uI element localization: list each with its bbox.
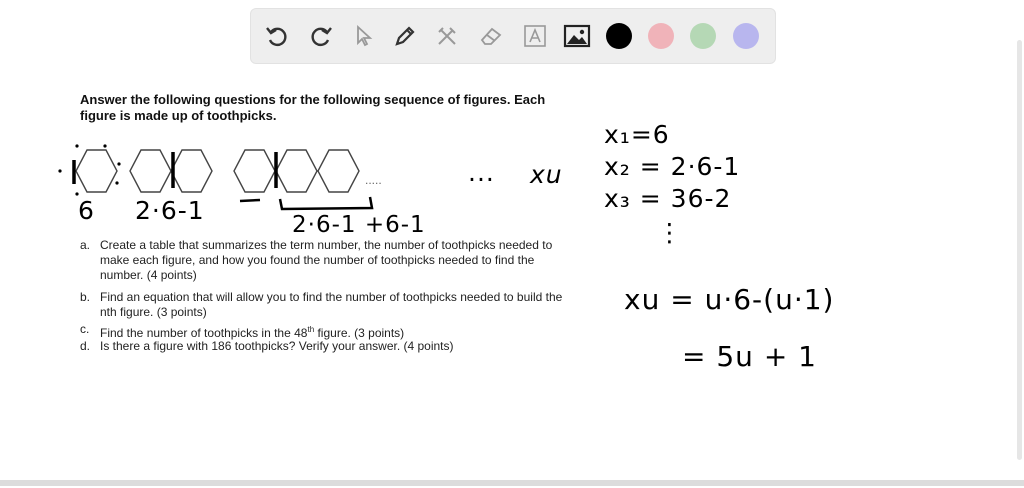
svg-text:.....: ..... xyxy=(365,173,382,187)
image-icon[interactable] xyxy=(559,18,595,54)
horizontal-scrollbar[interactable] xyxy=(0,480,1024,486)
text-icon[interactable] xyxy=(517,18,553,54)
ordinal-suffix: th xyxy=(307,325,315,334)
question-text: Find an equation that will allow you to find the number of toothpicks needed to build the nth figure. (3 points) xyxy=(100,290,563,319)
color-purple-swatch[interactable] xyxy=(733,23,759,49)
color-pink-swatch[interactable] xyxy=(648,23,674,49)
color-black-swatch[interactable] xyxy=(606,23,632,49)
fig3-count: 2·6-1 +6-1 xyxy=(292,212,426,238)
question-label: d. xyxy=(80,339,91,353)
problem-prompt: Answer the following questions for the following sequence of figures. Each figure is made up of toothpicks. xyxy=(80,92,546,123)
x3-line: x₃ = 36-2 xyxy=(604,184,732,213)
fig1-count: 6 xyxy=(78,196,95,225)
pen-icon[interactable] xyxy=(387,18,423,54)
drawing-toolbar xyxy=(250,8,776,64)
question-text-before: Find the number of toothpicks in the 48 xyxy=(100,326,308,340)
ellipsis-mark: ... xyxy=(468,158,495,187)
question-b xyxy=(80,290,570,320)
question-text: Create a table that summarizes the term number, the number of toothpicks needed to make each figure, and how you found the number of toothpicks needed to find the number. (4 points) xyxy=(100,238,553,282)
question-text-after: figure. (3 points) xyxy=(314,326,405,340)
fig2-count: 2·6-1 xyxy=(135,196,205,225)
color-green-swatch[interactable] xyxy=(690,23,716,49)
question-d xyxy=(80,339,570,354)
undo-icon[interactable] xyxy=(259,18,295,54)
xn-label: xu xyxy=(530,160,563,189)
question-label: b. xyxy=(80,290,91,304)
vertical-scrollbar[interactable] xyxy=(1017,40,1022,460)
question-text: Is there a figure with 186 toothpicks? Verify your answer. (4 points) xyxy=(100,339,454,353)
pointer-icon[interactable] xyxy=(345,18,381,54)
general-term: xu = u·6-(u·1) xyxy=(624,283,835,316)
x2-line: x₂ = 2·6-1 xyxy=(604,152,741,181)
redo-icon[interactable] xyxy=(303,18,339,54)
question-label: a. xyxy=(80,238,91,252)
toothpick-figures xyxy=(55,138,405,198)
tools-icon[interactable] xyxy=(429,18,465,54)
simplified-term: = 5u + 1 xyxy=(682,340,817,373)
question-a xyxy=(80,238,570,283)
vertical-dots: ⋮ xyxy=(657,218,683,247)
eraser-icon[interactable] xyxy=(473,18,509,54)
question-label: c. xyxy=(80,322,90,336)
x1-line: x₁=6 xyxy=(604,120,670,149)
